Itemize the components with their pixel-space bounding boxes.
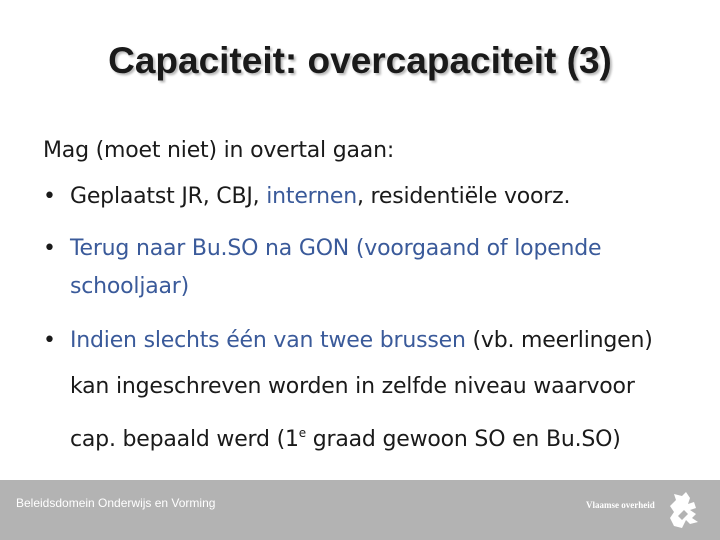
footer-bar	[0, 480, 720, 540]
intro-text: Mag (moet niet) in overtal gaan:	[43, 138, 395, 163]
footer-government-label: Vlaamse overheid	[586, 500, 655, 510]
bullet-dot: •	[43, 328, 56, 353]
flemish-lion-icon	[660, 486, 708, 534]
bullet-text: Geplaatst JR, CBJ, internen, residentiële voorz.	[70, 184, 571, 209]
highlighted-term: internen	[266, 184, 357, 209]
bullet-dot: •	[43, 184, 56, 209]
slide-title: Capaciteit: overcapaciteit (3)	[108, 40, 612, 81]
bullet-dot: •	[43, 236, 56, 261]
footer-department-label: Beleidsdomein Onderwijs en Vorming	[16, 496, 216, 510]
bullet-text: Terug naar Bu.SO na GON (voorgaand of lopende schooljaar)	[70, 236, 602, 299]
bullet-text: Indien slechts één van twee brussen (vb. meerlingen) kan ingeschreven worden in zelfde niveau waarvoor cap. bepaald werd (1e graad gewoon SO en Bu.SO)	[70, 328, 653, 452]
